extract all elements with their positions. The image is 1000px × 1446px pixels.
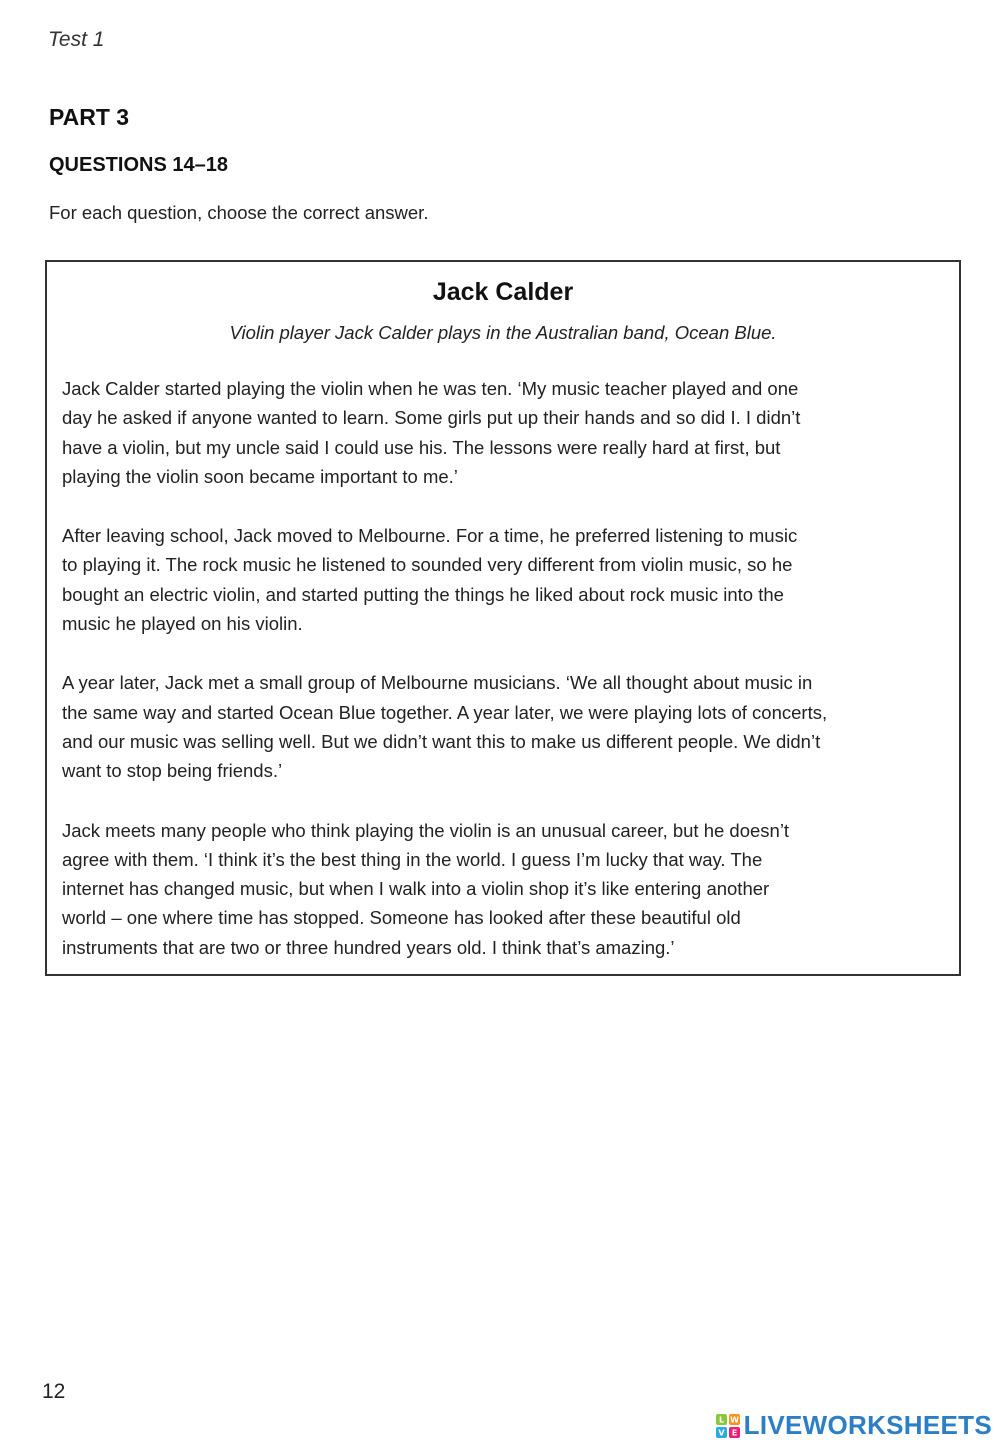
paragraph-line: Jack Calder started playing the violin when he was ten. ‘My music teacher played and one bbox=[62, 378, 799, 399]
article-paragraph-4 bbox=[62, 816, 952, 962]
paragraph-line: and our music was selling well. But we didn’t want this to make us different people. We didn’t bbox=[62, 730, 821, 752]
paragraph-line: internet has changed music, but when I walk into a violin shop it’s like entering another bbox=[62, 878, 770, 900]
article-subtitle: Violin player Jack Calder plays in the Australian band, Ocean Blue. bbox=[229, 322, 777, 343]
paragraph-line: the same way and started Ocean Blue together. A year later, we were playing lots of concerts, bbox=[62, 701, 828, 723]
svg-text:E: E bbox=[731, 1428, 737, 1437]
paragraph-line: Jack meets many people who think playing the violin is an unusual career, but he doesn’t bbox=[62, 819, 790, 841]
svg-text:L: L bbox=[718, 1415, 724, 1424]
page-number: 12 bbox=[42, 1380, 66, 1403]
article-paragraph-1 bbox=[62, 374, 952, 491]
article-title: Jack Calder bbox=[432, 278, 574, 306]
article-body bbox=[62, 374, 952, 992]
paragraph-line: instruments that are two or three hundred years old. I think that’s amazing.’ bbox=[62, 936, 675, 958]
paragraph-line: want to stop being friends.’ bbox=[62, 760, 283, 782]
article-paragraph-2 bbox=[62, 521, 952, 638]
paragraph-line: have a violin, but my uncle said I could use his. The lessons were really hard at first, but bbox=[62, 436, 781, 458]
paragraph-line: day he asked if anyone wanted to learn. Some girls put up their hands and so did I. I didn’t bbox=[62, 407, 801, 429]
page-header-test-label: Test 1 bbox=[48, 28, 105, 51]
part-title: PART 3 bbox=[49, 104, 130, 130]
paragraph-line: A year later, Jack met a small group of Melbourne musicians. ‘We all thought about music in bbox=[62, 672, 813, 694]
paragraph-line: playing the violin soon became important to me.’ bbox=[62, 465, 458, 487]
questions-title: QUESTIONS 14–18 bbox=[49, 154, 228, 176]
liveworksheets-logo-icon bbox=[716, 1414, 740, 1438]
watermark-text: LIVEWORKSHEETS bbox=[743, 1410, 992, 1440]
article-paragraph-3 bbox=[62, 668, 952, 785]
instruction-text: For each question, choose the correct answer. bbox=[49, 202, 429, 223]
paragraph-line: to playing it. The rock music he listened to sounded very different from violin music, so he bbox=[62, 554, 793, 576]
article-box bbox=[45, 260, 961, 976]
paragraph-line: After leaving school, Jack moved to Melbourne. For a time, he preferred listening to music bbox=[62, 525, 798, 547]
paragraph-line: world – one where time has stopped. Someone has looked after these beautiful old bbox=[62, 907, 741, 929]
paragraph-line: music he played on his violin. bbox=[62, 613, 303, 635]
svg-text:W: W bbox=[729, 1415, 739, 1424]
paragraph-line: bought an electric violin, and started putting the things he liked about rock music into the bbox=[62, 583, 784, 605]
paragraph-line: agree with them. ‘I think it’s the best thing in the world. I guess I’m lucky that way. The bbox=[62, 848, 763, 870]
svg-text:V: V bbox=[718, 1428, 725, 1437]
liveworksheets-watermark[interactable] bbox=[716, 1410, 992, 1441]
